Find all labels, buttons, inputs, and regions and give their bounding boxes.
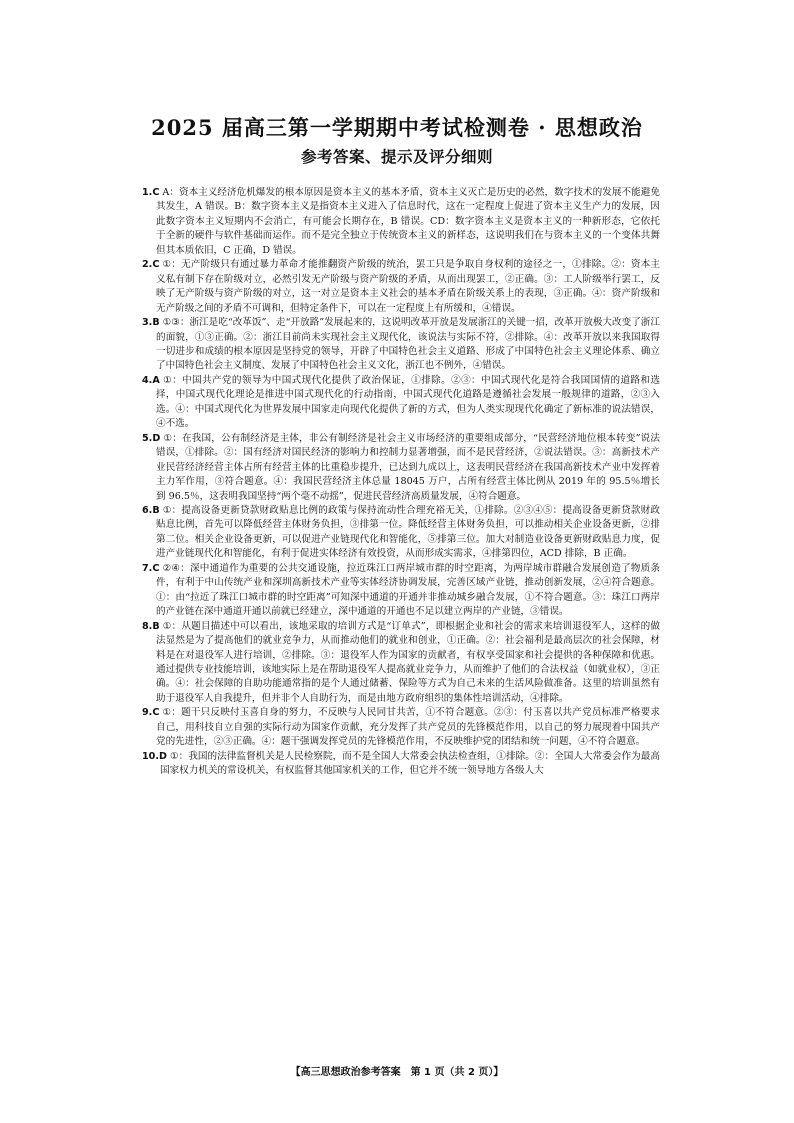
- answer-item-4: [142, 374, 660, 432]
- item-number: 8.: [142, 620, 153, 632]
- item-answer: D: [152, 432, 161, 444]
- item-number: 3.: [142, 317, 153, 329]
- item-number: 2.: [142, 259, 153, 271]
- page-subtitle: 参考答案、提示及评分细则: [300, 148, 493, 166]
- item-explanation: ①：提高设备更新贷款财政贴息比例的政策与保持流动性合理充裕无关，①排除。②③④⑤：提高设备更新贷款财政贴息比例，首先可以降低经营主体财务负担，③排第一位。降低经营主体财务负担，可以推动相关企业设备更新，②排第二位。相关企业设备更新，可以促进产业链现代化和智能化，⑤排第三位。加大对制造业设备更新财政贴息力度，促进产业链现代化和智能化，有利于促进实体经济有效投资，从而形成实需求，④排第四位，ACD 排除，B 正确。: [156, 504, 660, 560]
- item-explanation: ①③：浙江是吃“改革饭”、走“开放路”发展起来的，这说明改革开放是发展浙江的关键一招，改革开放极大改变了浙江的面貌，①③正确。②：浙江目前尚未实现社会主义现代化，该说法与实际不符，②排除。④：改革开放以来我国取得一切进步和成绩的根本原因是坚持党的领导，开辟了中国特色社会主义道路、形成了中国特色社会主义理论体系、确立了中国特色社会主义制度、发展了中国特色社会主义文化，浙江也不例外，④错误。: [156, 317, 660, 372]
- item-answer: C: [152, 562, 160, 574]
- item-number: 4.: [142, 374, 153, 386]
- answer-item-3: [142, 316, 660, 374]
- item-explanation: ①：在我国，公有制经济是主体，非公有制经济是社会主义市场经济的重要组成部分，“民营经济地位根本转变”说法错误，①排除。②：国有经济对国民经济的影响力和控制力显著增强，而不是民营经济，②说法错误。③：高新技术产业民营经济经营主体占所有经营主体的比重稳步提升，已达到九成以上，这表明民营经济在我国高新技术产业中发挥着主力军作用，③符合题意。④：我国民营经济主体总量 18045 万户，占所有经营主体比例从 2019 年的 95.5％增长到 96.5％，这表明我国坚持“两个毫不动摇”，促进民营经济高质量发展，④符合题意。: [156, 432, 660, 502]
- item-number: 10.: [142, 750, 159, 762]
- item-answer: C: [152, 707, 160, 719]
- item-number: 1.: [142, 187, 153, 198]
- item-explanation: A：资本主义经济危机爆发的根本原因是资本主义的基本矛盾，资本主义灭亡是历史的必然，数字技术的发展不能避免其发生，A 错误。B：数字资本主义是指资本主义进入了信息时代，这在一定程度上促进了资本主义生产力的发展，因此数字资本主义短期内不会消亡，有可能会长期存在，B 错误。CD：数字资本主义是资本主义的一种新形态，它依托于全新的硬件与软件基础而运作。而不是完全独立于传统资本主义的新样态，这说明我们在与资本主义的一个变体共舞但其本质依旧，C 正确，D 错误。: [156, 187, 660, 256]
- answer-item-9: [142, 706, 660, 749]
- item-answer: C: [152, 259, 160, 271]
- answer-item-10: [142, 750, 660, 779]
- item-explanation: ②④：深中通道作为重要的公共交通设施，拉近珠江口两岸城市群的时空距离，为两岸城市群融合发展创造了物质条件，有利于中山传统产业和深圳高新技术产业等实体经济协调发展，完善区域产业链，推动创新发展，②④符合题意。①：由“拉近了珠江口城市群的时空距离”可知深中通道的开通并非推动城乡融合发展，①不符合题意。③：珠江口两岸的产业链在深中通道开通以前就已经建立，深中通道的开通也不足以建立两岸的产业链，③错误。: [156, 562, 660, 618]
- item-explanation: ①：题干只反映付玉喜自身的努力，不反映与人民同甘共苦，①不符合题意。②③：付玉喜以共产党员标准严格要求自己，用科技自立自强的实际行动为国家作贡献，充分发挥了共产党员的先锋模范作用，以自己的努力展现着中国共产党的先进性，②③正确。④：题干强调发挥党员的先锋模范作用，不反映维护党的团结和统一问题，④不符合题意。: [156, 707, 660, 748]
- item-explanation: ①：我国的法律监督机关是人民检察院，而不是全国人大常委会执法检查组，①排除。②：全国人大常委会作为最高国家权力机关的常设机关，有权监督其他国家机关的工作，但它并不统一领导地方各级人大: [160, 750, 660, 777]
- answer-item-6: [142, 504, 660, 562]
- answer-item-7: [142, 562, 660, 620]
- item-answer: B: [152, 317, 160, 329]
- answer-item-1: [142, 186, 660, 258]
- item-number: 7.: [142, 562, 153, 574]
- answer-item-5: [142, 432, 660, 504]
- item-answer: B: [152, 620, 160, 632]
- answer-list: [142, 186, 660, 779]
- item-number: 6.: [142, 504, 153, 516]
- item-answer: A: [152, 374, 160, 386]
- item-explanation: ①：从题目描述中可以看出，该地采取的培训方式是“订单式”，即根据企业和社会的需求来培训退役军人，这样的做法显然是为了提高他们的就业竞争力，从而推动他们的就业和创业，①正确。②：社会福利是最高层次的社会保障，材料是在对退役军人进行培训，②排除。③：退役军人作为国家的贡献者，有权享受国家和社会提供的各种保障和优惠。通过提供专业技能培训，该地实际上是在帮助退役军人提高就业竞争力，从而维护了他们的合法权益（如就业权），③正确。④：社会保障的自助功能通常指的是个人通过储蓄、保险等方式为自己未来的生活风险做准备。这里的培训虽然有助于退役军人自我提升，但并非个人自助行为，而是由地方政府组织的集体性培训活动，④排除。: [156, 620, 660, 704]
- answer-item-8: [142, 620, 660, 707]
- item-answer: B: [152, 504, 160, 516]
- answer-item-2: [142, 258, 660, 316]
- item-answer: D: [159, 750, 167, 762]
- item-answer: C: [152, 187, 160, 198]
- item-explanation: ①：中国共产党的领导为中国式现代化提供了政治保证，①排除。②③：中国式现代化是符合我国国情的道路和选择，中国式现代化理论是推进中国式现代化的行动指南，中国式现代化道路是遵循社会发展一般规律的道路，②③入选。④：中国式现代化为世界发展中国家走向现代化提供了新的方式，但为人类实现现代化确定了新标准的说法错误，④不选。: [156, 374, 660, 430]
- item-number: 9.: [142, 707, 153, 719]
- page-title: 2025 届高三第一学期期中考试检测卷 · 思想政治: [151, 115, 643, 140]
- page-footer: 【高三思想政治参考答案 第 1 页（共 2 页）】: [290, 1067, 504, 1078]
- item-explanation: ①：无产阶级只有通过暴力革命才能推翻资产阶级的统治，罢工只是争取自身权利的途径之一，①排除。②：资本主义私有制下存在阶级对立，必然引发无产阶级与资产阶级的矛盾，从而出现罢工，②正确。③：工人阶级举行罢工，反映了无产阶级与资产阶级的对立，这一对立是资本主义社会的基本矛盾在阶级关系上的表现，③正确。④：资产阶级和无产阶级之间的矛盾不可调和，但特定条件下，可以在一定程度上有所缓和，④错误。: [156, 259, 660, 314]
- item-number: 5.: [142, 432, 153, 444]
